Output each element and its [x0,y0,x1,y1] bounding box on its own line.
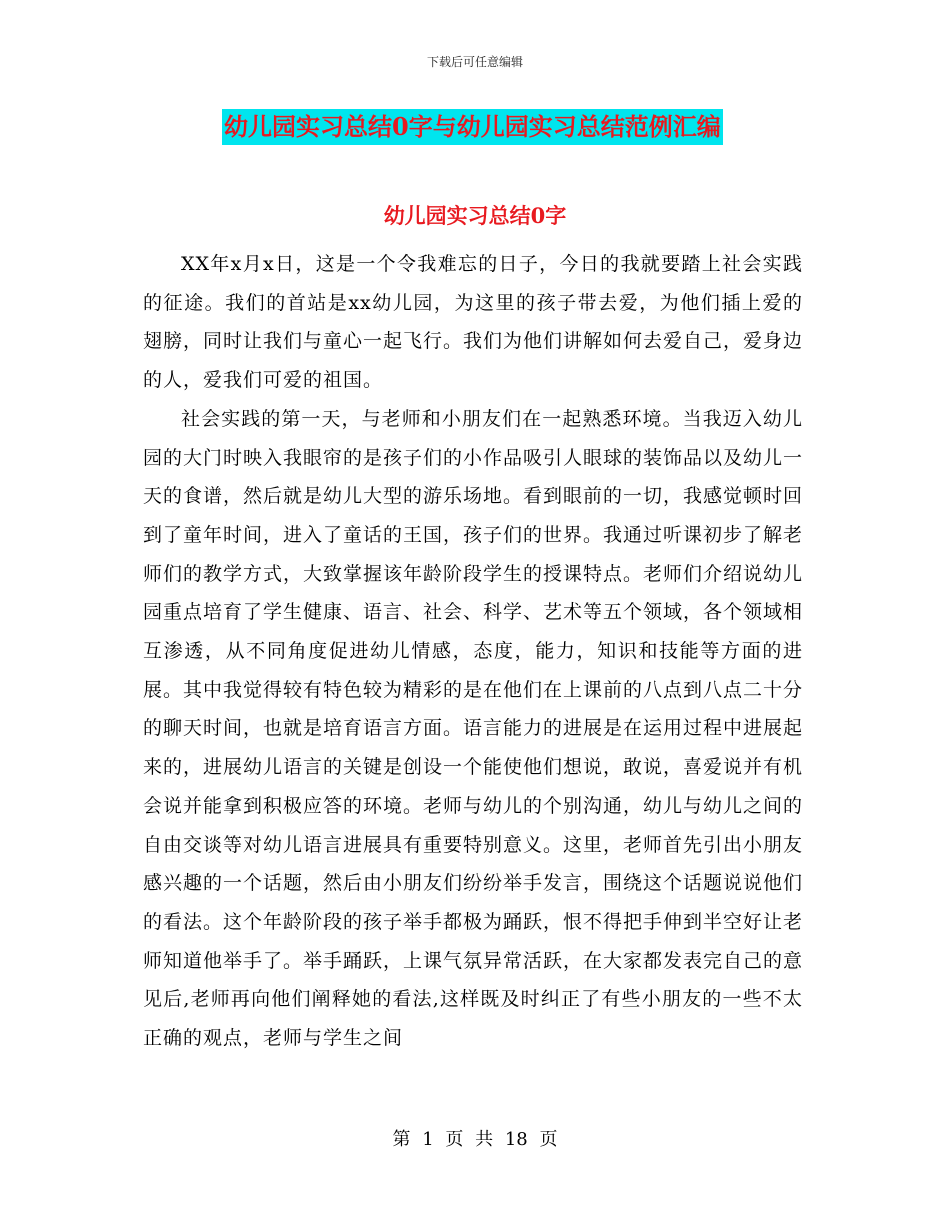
page-footer: 第 1 页 共 18 页 [392,1129,558,1150]
document-body [143,245,803,1058]
header-note: 下载后可任意编辑 [426,55,523,69]
paragraph: 社会实践的第一天，与老师和小朋友们在一起熟悉环境。当我迈入幼儿园的大门时映入我眼帘的是孩子们的小作品吸引人眼球的装饰品以及幼儿一天的食谱，然后就是幼儿大型的游乐场地。看到眼前的一切，我感觉顿时回到了童年时间，进入了童话的王国，孩子们的世界。我通过听课初步了解老师们的教学方式，大致掌握该年龄阶段学生的授课特点。老师们介绍说幼儿园重点培育了学生健康、语言、社会、科学、艺术等五个领域，各个领域相互渗透，从不同角度促进幼儿情感，态度，能力，知识和技能等方面的进展。其中我觉得较有特色较为精彩的是在他们在上课前的八点到八点二十分的聊天时间，也就是培育语言方面。语言能力的进展是在运用过程中进展起来的，进展幼儿语言的关键是创设一个能使他们想说，敢说，喜爱说并有机会说并能拿到积极应答的环境。老师与幼儿的个别沟通，幼儿与幼儿之间的自由交谈等对幼儿语言进展具有重要特别意义。这里，老师首先引出小朋友感兴趣的一个话题，然后由小朋友们纷纷举手发言，围绕这个话题说说他们的看法。这个年龄阶段的孩子举手都极为踊跃，恨不得把手伸到半空好让老师知道他举手了。举手踊跃，上课气氛异常活跃，在大家都发表完自己的意见后,老师再向他们阐释她的看法,这样既及时纠正了有些小朋友的一些不太正确的观点，老师与学生之间 [143,407,804,1050]
section-title: 幼儿园实习总结0字 [383,203,567,228]
paragraph: XX年x月x日，这是一个令我难忘的日子，今日的我就要踏上社会实践的征途。我们的首站是xx幼儿园，为这里的孩子带去爱，为他们插上爱的翅膀，同时让我们与童心一起飞行。我们为他们讲解如何去爱自己，爱身边的人，爱我们可爱的祖国。 [143,253,804,392]
document-title: 幼儿园实习总结0字与幼儿园实习总结范例汇编 [222,109,723,145]
